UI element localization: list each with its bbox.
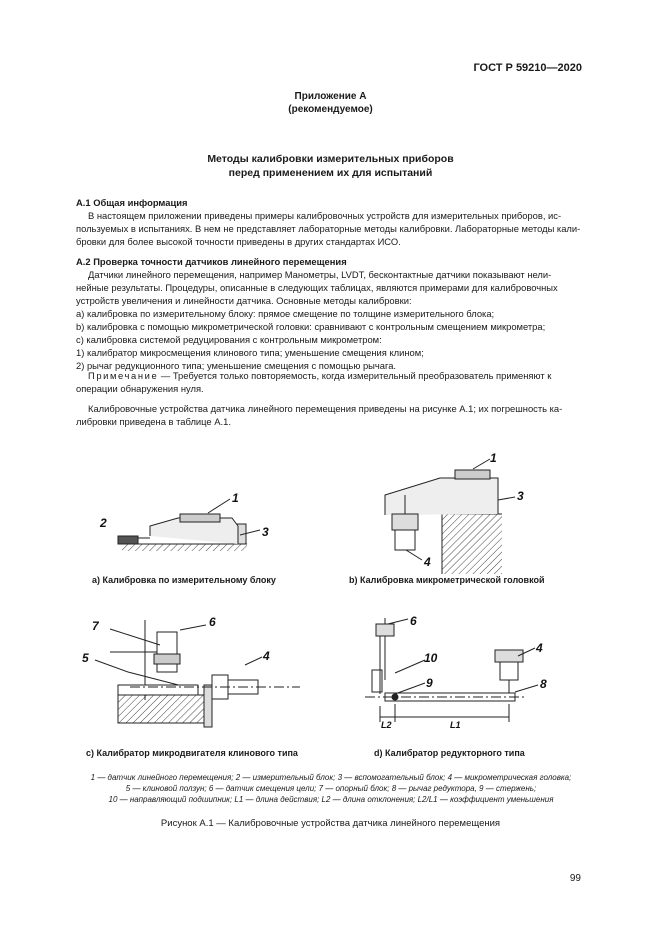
legend-line: 5 — клиновой ползун; 6 — датчик смещения цели; 7 — опорный блок; 8 — рычаг редуктора, 9 — стержень; bbox=[125, 784, 537, 793]
figure-a1 bbox=[0, 440, 661, 770]
sensor-body-b bbox=[385, 478, 498, 515]
list-item: 2) рычаг редукционного типа; уменьшение смещения с помощью рычага. bbox=[76, 360, 397, 371]
target-sensor bbox=[157, 632, 177, 672]
leader-7c bbox=[110, 629, 160, 645]
base-hatch bbox=[122, 544, 247, 551]
label-3b: 3 bbox=[517, 489, 524, 503]
label-1b: 1 bbox=[490, 451, 497, 465]
label-1a: 1 bbox=[232, 491, 239, 505]
label-7c: 7 bbox=[92, 619, 99, 633]
leader-5c bbox=[95, 660, 128, 672]
leader-8d bbox=[515, 685, 538, 692]
target-sensor-d bbox=[376, 624, 394, 636]
sensor-head bbox=[180, 514, 220, 522]
section-a1-line: В настоящем приложении приведены примеры калибровочных устройств для измерительных приборов, ис- bbox=[88, 210, 562, 221]
annex-title: Приложение А bbox=[294, 91, 367, 102]
subfigure-a bbox=[118, 499, 260, 551]
label-l2: L2 bbox=[381, 720, 392, 730]
section-a1-line: пользуемых в испытаниях. В нем не представляет лабораторные методы калибровки. Лабораторные методы кали- bbox=[76, 223, 581, 234]
label-8d: 8 bbox=[540, 677, 547, 691]
note-line bbox=[76, 369, 582, 382]
title-line-2: перед применением их для испытаний bbox=[228, 167, 433, 179]
micrometer-d-body bbox=[500, 662, 518, 680]
para-line: либровки приведена в таблице А.1. bbox=[76, 416, 231, 427]
note-line-2: операции обнаружения нуля. bbox=[76, 383, 204, 394]
section-a2-heading: А.2 Проверка точности датчиков линейного перемещения bbox=[76, 256, 347, 267]
sensor-head-b bbox=[455, 470, 490, 479]
label-6d: 6 bbox=[410, 614, 417, 628]
list-item: b) калибровка с помощью микрометрической головки: сравнивают с контрольным смещением микрометра; bbox=[76, 321, 546, 332]
bracket bbox=[204, 685, 212, 727]
target-sensor-clamp bbox=[154, 654, 180, 664]
figure-reference-paragraph bbox=[76, 402, 582, 428]
document-title bbox=[0, 152, 661, 180]
section-a1-line: бровки для более высокой точности приведены в других стандартах ИСО. bbox=[76, 236, 401, 247]
subfigure-b bbox=[385, 459, 515, 574]
label-2a: 2 bbox=[100, 516, 107, 530]
leader-1a bbox=[208, 499, 230, 513]
caption-b: b) Калибровка микрометрической головкой bbox=[349, 575, 545, 585]
label-4d: 4 bbox=[536, 641, 543, 655]
annex-status: (рекомендуемое) bbox=[288, 104, 373, 115]
section-a2 bbox=[76, 255, 582, 372]
page-number: 99 bbox=[569, 873, 581, 884]
leader-6c bbox=[180, 625, 206, 630]
leader-4b bbox=[406, 550, 422, 560]
label-4c: 4 bbox=[263, 649, 270, 663]
figure-legend bbox=[40, 772, 622, 805]
leader-10d bbox=[395, 660, 425, 673]
label-10d: 10 bbox=[424, 651, 438, 665]
caption-c: с) Калибратор микродвигателя клинового типа bbox=[86, 748, 298, 758]
label-l1: L1 bbox=[450, 720, 461, 730]
annex-heading bbox=[0, 90, 661, 116]
section-a1 bbox=[76, 196, 582, 248]
label-3a: 3 bbox=[262, 525, 269, 539]
section-a1-heading: А.1 Общая информация bbox=[76, 197, 188, 208]
figure-caption: Рисунок А.1 — Калибровочные устройства датчика линейного перемещения bbox=[160, 818, 501, 829]
label-4b: 4 bbox=[424, 555, 431, 569]
standard-number: ГОСТ Р 59210—2020 bbox=[473, 62, 582, 74]
note-label: Примечание bbox=[88, 370, 159, 381]
micrometer-head-body bbox=[395, 530, 415, 550]
label-9d: 9 bbox=[426, 676, 433, 690]
leader-4c bbox=[245, 657, 262, 665]
leader-9d bbox=[395, 683, 425, 694]
title-line-1: Методы калибровки измерительных приборов bbox=[207, 153, 454, 165]
subfigure-d bbox=[365, 618, 538, 722]
note-text: — Требуется только повторяемость, когда измерительный преобразователь применяют к bbox=[158, 370, 552, 381]
caption-d: d) Калибратор редукторного типа bbox=[374, 748, 525, 758]
support-block bbox=[118, 695, 204, 723]
leader-3b bbox=[498, 497, 515, 500]
legend-line: 10 — направляющий подшипник; L1 — длина действия; L2 — длина отклонения; L2/L1 — коэффициент уменьшения bbox=[108, 795, 554, 804]
label-5c: 5 bbox=[82, 651, 89, 665]
gauge-block bbox=[118, 536, 138, 544]
micrometer-head-top bbox=[392, 514, 418, 530]
subfigure-c bbox=[95, 620, 300, 727]
para-line: Калибровочные устройства датчика линейного перемещения приведены на рисунке А.1; их погрешность ка- bbox=[88, 403, 563, 414]
section-a2-line: нейные результаты. Процедуры, описанные в следующих таблицах, являются примерами для калибровочных bbox=[76, 282, 558, 293]
list-item: c) калибровка системой редуцирования с контрольным микрометром: bbox=[76, 334, 382, 345]
rod-pivot bbox=[392, 694, 398, 700]
legend-line: 1 — датчик линейного перемещения; 2 — измерительный блок; 3 — вспомогательный блок; 4 — микрометрическая головка; bbox=[90, 773, 572, 782]
label-6c: 6 bbox=[209, 615, 216, 629]
list-item: a) калибровка по измерительному блоку: прямое смещение по толщине измерительного блока; bbox=[76, 308, 495, 319]
list-item: 1) калибратор микросмещения клинового типа; уменьшение смещения клином; bbox=[76, 347, 424, 358]
leader-6d bbox=[388, 619, 408, 624]
section-a2-line: Датчики линейного перемещения, например Манометры, LVDT, бесконтактные датчики показывают нели- bbox=[88, 269, 552, 280]
note-block bbox=[76, 369, 582, 395]
caption-a: а) Калибровка по измерительному блоку bbox=[92, 575, 276, 585]
section-a2-line: устройств увеличения и линейности датчика. Основные методы калибровки: bbox=[76, 295, 412, 306]
mount-hatch bbox=[442, 514, 502, 574]
leader-1b bbox=[473, 459, 490, 469]
